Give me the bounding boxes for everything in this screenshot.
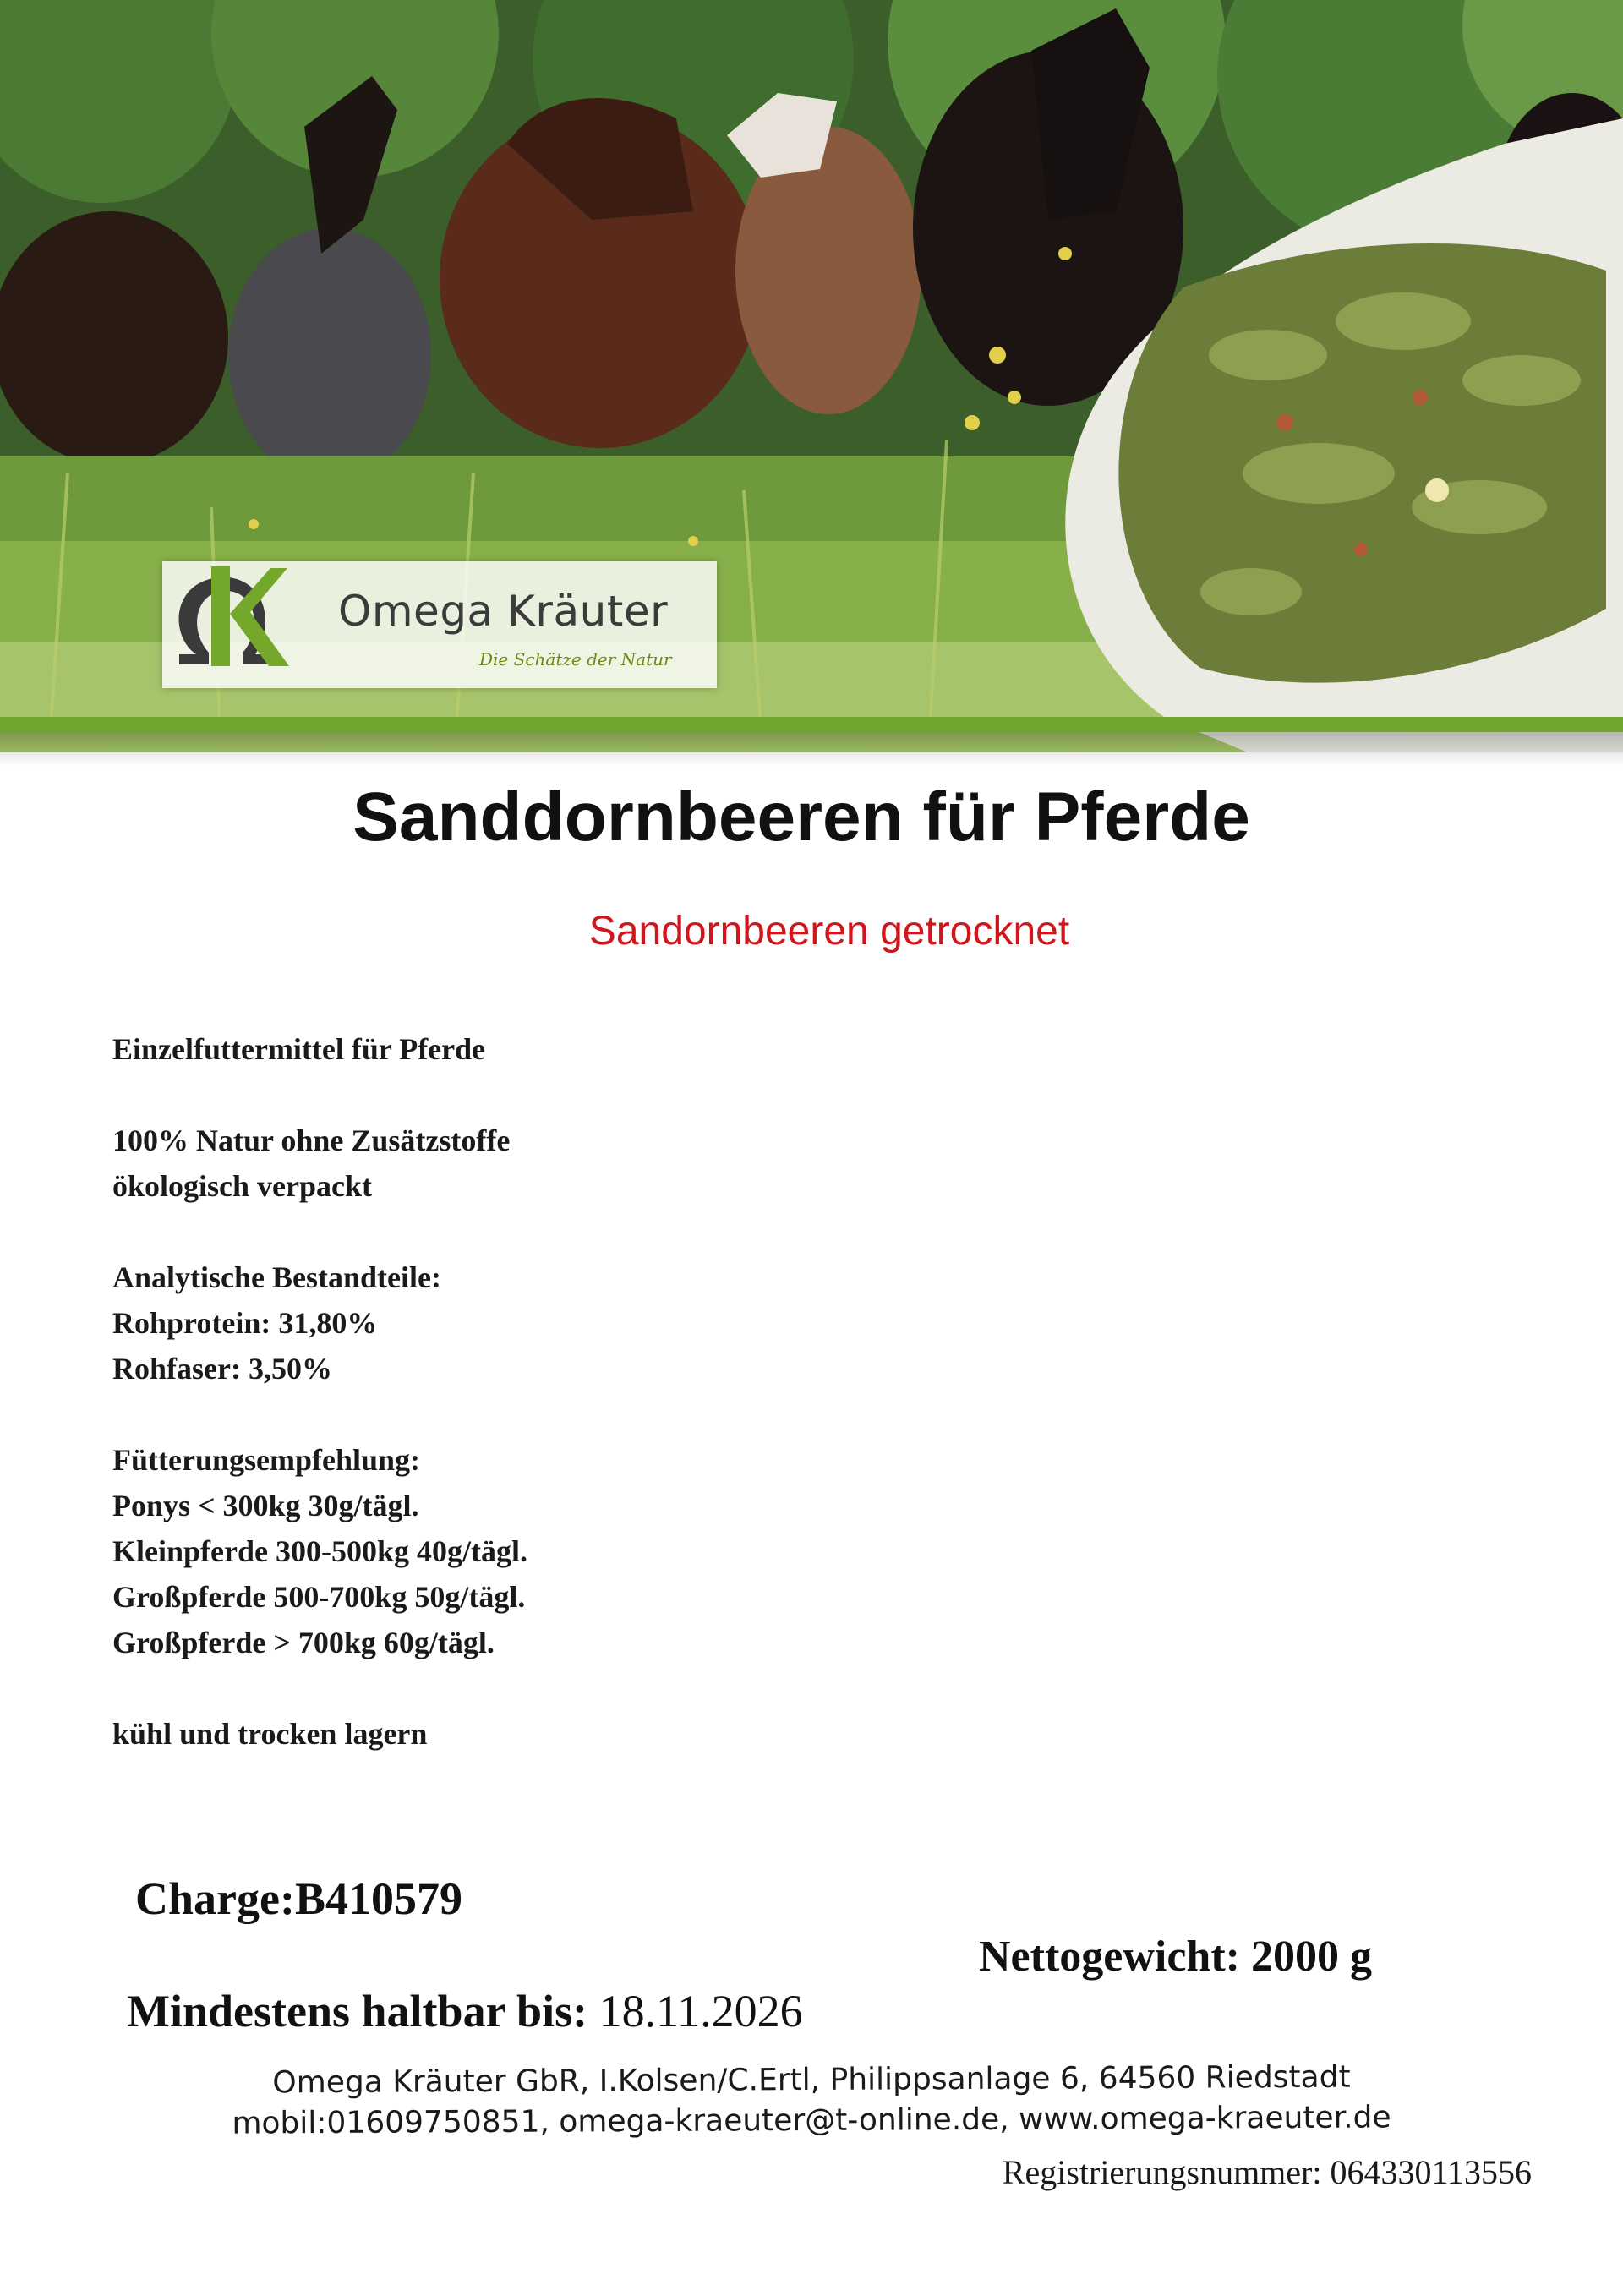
hero-banner: [0, 0, 1623, 752]
registration-number: Registrierungsnummer: 064330113556: [1002, 2153, 1532, 2191]
accent-band: [0, 717, 1623, 732]
feeding-item: Kleinpferde 300-500kg 40g/tägl.: [112, 1534, 527, 1568]
feed-type: Einzelfuttermittel für Pferde: [112, 1032, 486, 1066]
brand-logo: [162, 561, 717, 688]
best-before-date: 18.11.2026: [598, 1986, 803, 2036]
packaging-claim: ökologisch verpackt: [112, 1169, 373, 1203]
feeding-item: Großpferde 500-700kg 50g/tägl.: [112, 1580, 526, 1614]
natural-claim: 100% Natur ohne Zusätzstoffe: [112, 1123, 511, 1157]
product-title: Sanddornbeeren für Pferde: [352, 779, 1250, 856]
best-before: [127, 1985, 803, 2037]
brand-name: Omega Kräuter: [338, 587, 669, 636]
best-before-label: Mindestens haltbar bis:: [127, 1986, 588, 2036]
brand-tagline: Die Schätze der Natur: [479, 649, 672, 670]
band-shadow: [0, 732, 1623, 766]
company-address: Omega Kräuter GbR, I.Kolsen/C.Ertl, Philippsanlage 6, 64560 Riedstadt: [272, 2059, 1351, 2101]
storage-note: kühl und trocken lagern: [112, 1717, 428, 1751]
analysis-protein: Rohprotein: 31,80%: [112, 1306, 378, 1340]
product-info: [112, 1026, 1127, 1757]
analysis-heading: Analytische Bestandteile:: [112, 1260, 441, 1294]
feeding-item: Ponys < 300kg 30g/tägl.: [112, 1489, 419, 1522]
batch-charge: Charge:B410579: [135, 1873, 462, 1924]
analysis-fiber: Rohfaser: 3,50%: [112, 1352, 332, 1386]
product-subtitle: Sandornbeeren getrocknet: [588, 909, 1070, 954]
feeding-heading: Fütterungsempfehlung:: [112, 1443, 421, 1477]
feeding-item: Großpferde > 700kg 60g/tägl.: [112, 1626, 495, 1659]
net-weight: Nettogewicht: 2000 g: [979, 1932, 1372, 1981]
company-contact: mobil:01609750851, omega-kraeuter@t-online.de, www.omega-kraeuter.de: [232, 2100, 1391, 2141]
omega-k-logo-icon: [162, 561, 289, 671]
